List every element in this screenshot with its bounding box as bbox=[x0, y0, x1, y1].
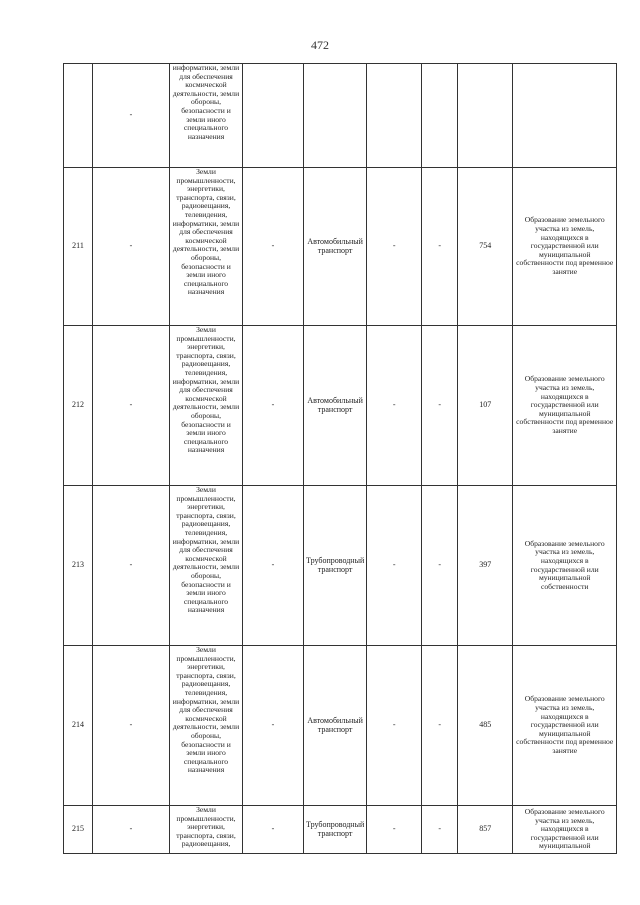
cell-empty bbox=[64, 64, 93, 168]
cell-row-number: 214 bbox=[64, 646, 93, 806]
cell-land-category: Земли промышленности, энергетики, транспорта, связи, радиовещания, телевидения, информатики, земли для обеспечения космической деятельности, земли обороны, безопасности и земли иного специального назначения bbox=[170, 486, 243, 646]
cell-col6: - bbox=[367, 806, 422, 854]
table-row-continued bbox=[64, 64, 617, 168]
cell-land-category: Земли промышленности, энергетики, транспорта, связи, радиовещания, телевидения, информатики, земли для обеспечения космической деятельности, земли обороны, безопасности и земли иного специального назначения bbox=[170, 646, 243, 806]
cell-col4: - bbox=[243, 806, 304, 854]
cell-col2: - bbox=[93, 64, 170, 168]
cell-empty bbox=[513, 64, 617, 168]
cell-col4: - bbox=[243, 486, 304, 646]
cell-area: 485 bbox=[458, 646, 513, 806]
cell-col2: - bbox=[93, 168, 170, 326]
cell-col7: - bbox=[422, 646, 458, 806]
cell-area: 857 bbox=[458, 806, 513, 854]
cell-permitted-use: Автомобильный транспорт bbox=[304, 168, 367, 326]
table-row bbox=[64, 168, 617, 326]
page-number: 472 bbox=[311, 38, 329, 52]
cell-col7: - bbox=[422, 168, 458, 326]
cell-col6: - bbox=[367, 168, 422, 326]
cell-row-number: 212 bbox=[64, 326, 93, 486]
cell-land-category: информатики, земли для обеспечения космической деятельности, земли обороны, безопасности и земли иного специального назначения bbox=[170, 64, 243, 168]
cell-permitted-use: Трубопроводный транспорт bbox=[304, 806, 367, 854]
table-row bbox=[64, 486, 617, 646]
cell-purpose: Образование земельного участка из земель, находящихся в государственной или муниципальной собственности под временное занятие bbox=[513, 326, 617, 486]
cell-purpose: Образование земельного участка из земель, находящихся в государственной или муниципальной собственности под временное занятие bbox=[513, 646, 617, 806]
cell-col2: - bbox=[93, 646, 170, 806]
cell-purpose: Образование земельного участка из земель, находящихся в государственной или муниципальной собственности bbox=[513, 486, 617, 646]
table-row bbox=[64, 326, 617, 486]
cell-land-category: Земли промышленности, энергетики, транспорта, связи, радиовещания, bbox=[170, 806, 243, 854]
cell-land-category: Земли промышленности, энергетики, транспорта, связи, радиовещания, телевидения, информатики, земли для обеспечения космической деятельности, земли обороны, безопасности и земли иного специального назначения bbox=[170, 168, 243, 326]
cell-empty bbox=[304, 64, 367, 168]
cell-permitted-use: Автомобильный транспорт bbox=[304, 646, 367, 806]
cell-col7: - bbox=[422, 326, 458, 486]
land-plots-table-sheet bbox=[63, 63, 617, 854]
land-plots-table bbox=[63, 63, 617, 854]
cell-area: 754 bbox=[458, 168, 513, 326]
cell-col6: - bbox=[367, 646, 422, 806]
cell-row-number: 211 bbox=[64, 168, 93, 326]
cell-area: 397 bbox=[458, 486, 513, 646]
cell-col2: - bbox=[93, 486, 170, 646]
cell-empty bbox=[367, 64, 422, 168]
cell-purpose: Образование земельного участка из земель, находящихся в государственной или муниципальной собственности под временное занятие bbox=[513, 168, 617, 326]
table-row bbox=[64, 646, 617, 806]
cell-col2: - bbox=[93, 326, 170, 486]
cell-col4: - bbox=[243, 326, 304, 486]
cell-area: 107 bbox=[458, 326, 513, 486]
cell-col6: - bbox=[367, 326, 422, 486]
cell-permitted-use: Трубопроводный транспорт bbox=[304, 486, 367, 646]
cell-col4: - bbox=[243, 168, 304, 326]
cell-row-number: 213 bbox=[64, 486, 93, 646]
cell-col4: - bbox=[243, 646, 304, 806]
cell-land-category: Земли промышленности, энергетики, транспорта, связи, радиовещания, телевидения, информатики, земли для обеспечения космической деятельности, земли обороны, безопасности и земли иного специального назначения bbox=[170, 326, 243, 486]
cell-purpose: Образование земельного участка из земель, находящихся в государственной или муниципальной bbox=[513, 806, 617, 854]
cell-empty bbox=[458, 64, 513, 168]
table-row-partial bbox=[64, 806, 617, 854]
cell-col2: - bbox=[93, 806, 170, 854]
cell-permitted-use: Автомобильный транспорт bbox=[304, 326, 367, 486]
cell-col7: - bbox=[422, 486, 458, 646]
cell-col6: - bbox=[367, 486, 422, 646]
cell-row-number: 215 bbox=[64, 806, 93, 854]
cell-col7: - bbox=[422, 806, 458, 854]
cell-empty bbox=[422, 64, 458, 168]
cell-empty bbox=[243, 64, 304, 168]
